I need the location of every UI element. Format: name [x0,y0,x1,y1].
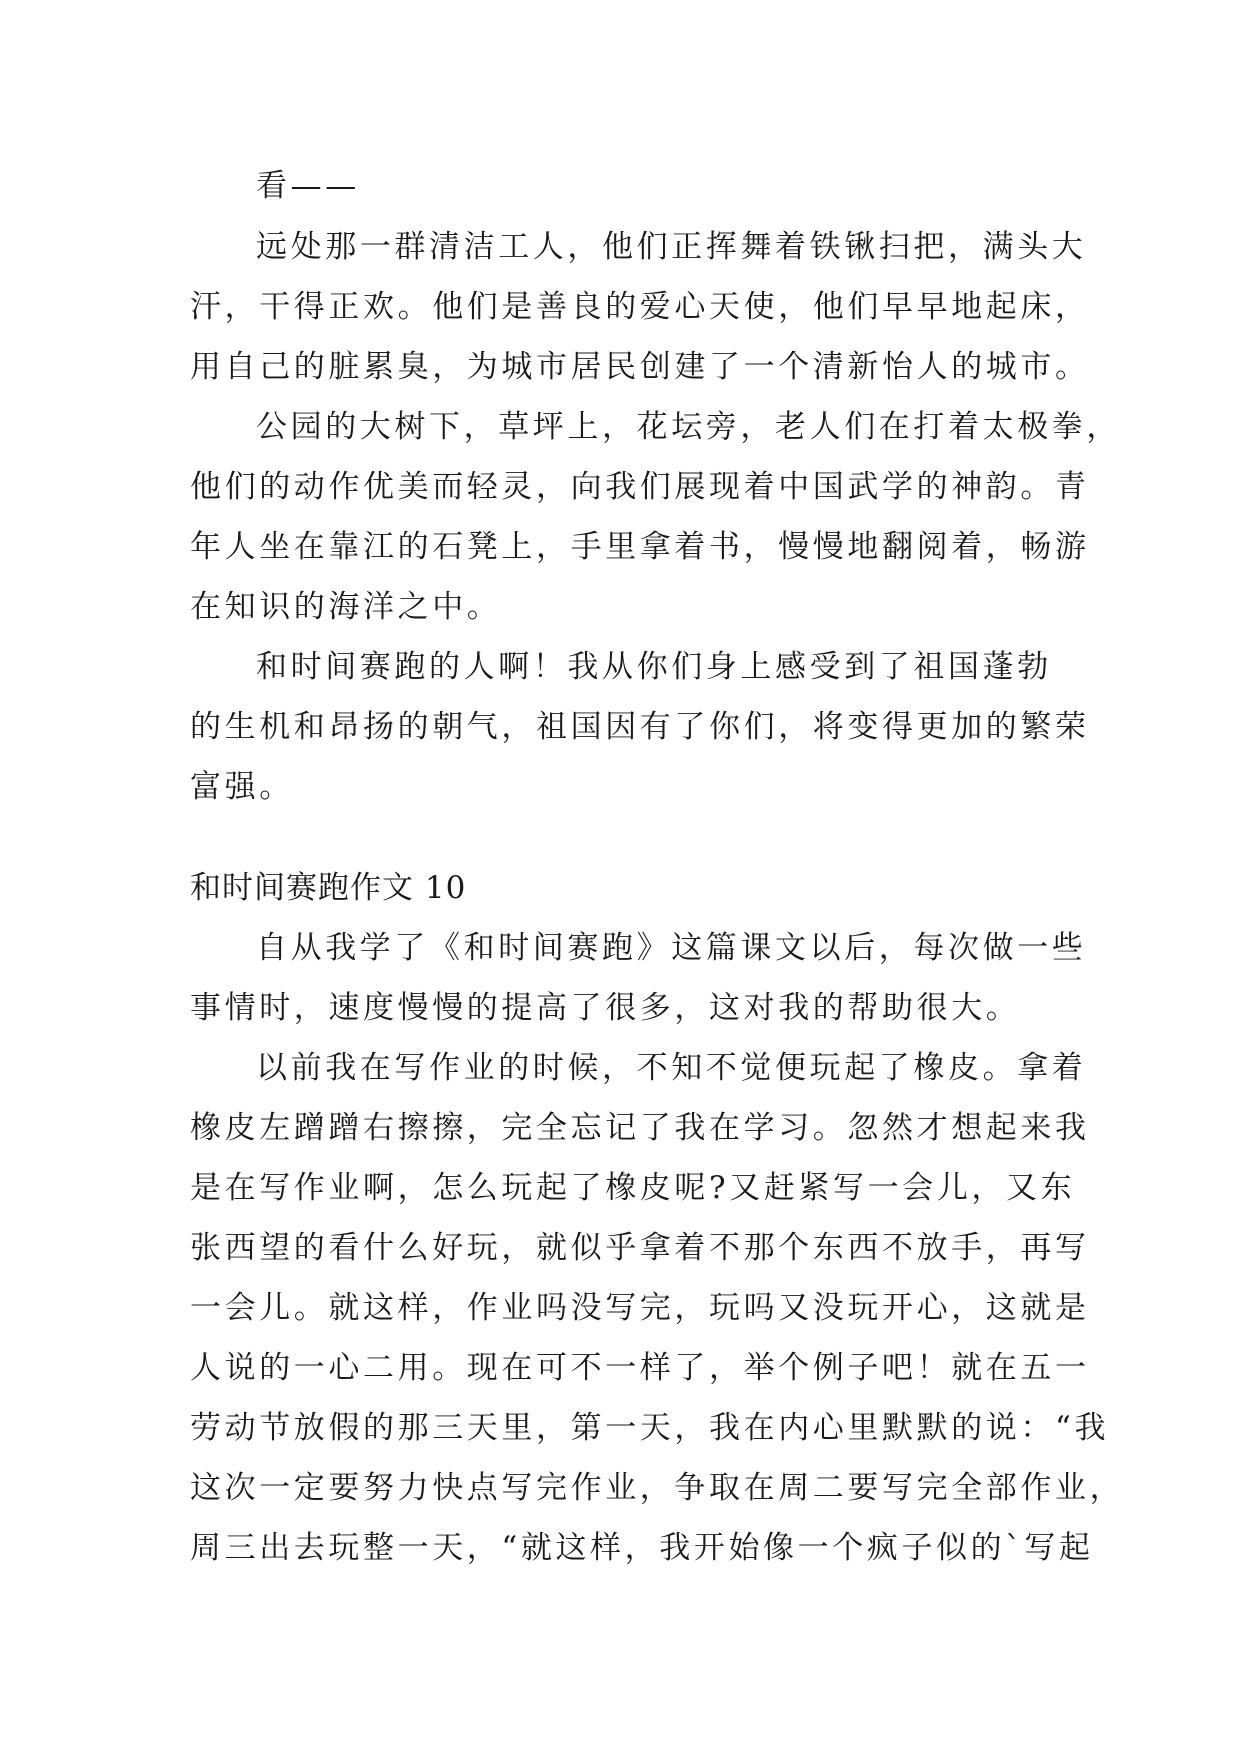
text-line: 富强。 [190,769,294,805]
text-line: 远处那一群清洁工人，他们正挥舞着铁锹扫把，满头大 [256,229,1087,265]
text-line: 人说的一心二用。现在可不一样了，举个例子吧！就在五一 [190,1350,1090,1386]
text-line: 橡皮左蹭蹭右擦擦，完全忘记了我在学习。忽然才想起来我 [190,1110,1090,1146]
text-line: 的生机和昂扬的朝气，祖国因有了你们，将变得更加的繁荣 [190,709,1090,745]
section-heading: 和时间赛跑作文 10 [190,870,467,906]
text-line: 用自己的脏累臭，为城市居民创建了一个清新怡人的城市。 [190,349,1090,385]
text-line: 看—— [256,168,360,204]
text-line: 在知识的海洋之中。 [190,589,502,625]
text-line: 以前我在写作业的时候，不知不觉便玩起了橡皮。拿着 [256,1050,1087,1086]
text-line: 张西望的看什么好玩，就似乎拿着不那个东西不放手，再写 [190,1230,1090,1266]
text-line: 一会儿。就这样，作业吗没写完，玩吗又没玩开心，这就是 [190,1290,1090,1326]
text-line: 自从我学了《和时间赛跑》这篇课文以后，每次做一些 [256,930,1087,966]
text-line: 事情时，速度慢慢的提高了很多，这对我的帮助很大。 [190,990,1021,1026]
text-line: 是在写作业啊，怎么玩起了橡皮呢?又赶紧写一会儿，又东 [190,1170,1076,1206]
text-line: 公园的大树下，草坪上，花坛旁，老人们在打着太极拳， [256,409,1121,445]
text-line: 和时间赛跑的人啊！我从你们身上感受到了祖国蓬勃 [256,649,1052,685]
text-line: 他们的动作优美而轻灵，向我们展现着中国武学的神韵。青 [190,469,1090,505]
text-line: 汗，干得正欢。他们是善良的爱心天使，他们早早地起床， [190,289,1090,325]
text-line: 这次一定要努力快点写完作业，争取在周二要写完全部作业， [190,1470,1125,1506]
text-line: 周三出去玩整一天，“就这样，我开始像一个疯子似的`写起 [190,1530,1094,1566]
text-line: 年人坐在靠江的石凳上，手里拿着书，慢慢地翻阅着，畅游 [190,529,1090,565]
text-line: 劳动节放假的那三天里，第一天，我在内心里默默的说：“我 [190,1410,1110,1446]
